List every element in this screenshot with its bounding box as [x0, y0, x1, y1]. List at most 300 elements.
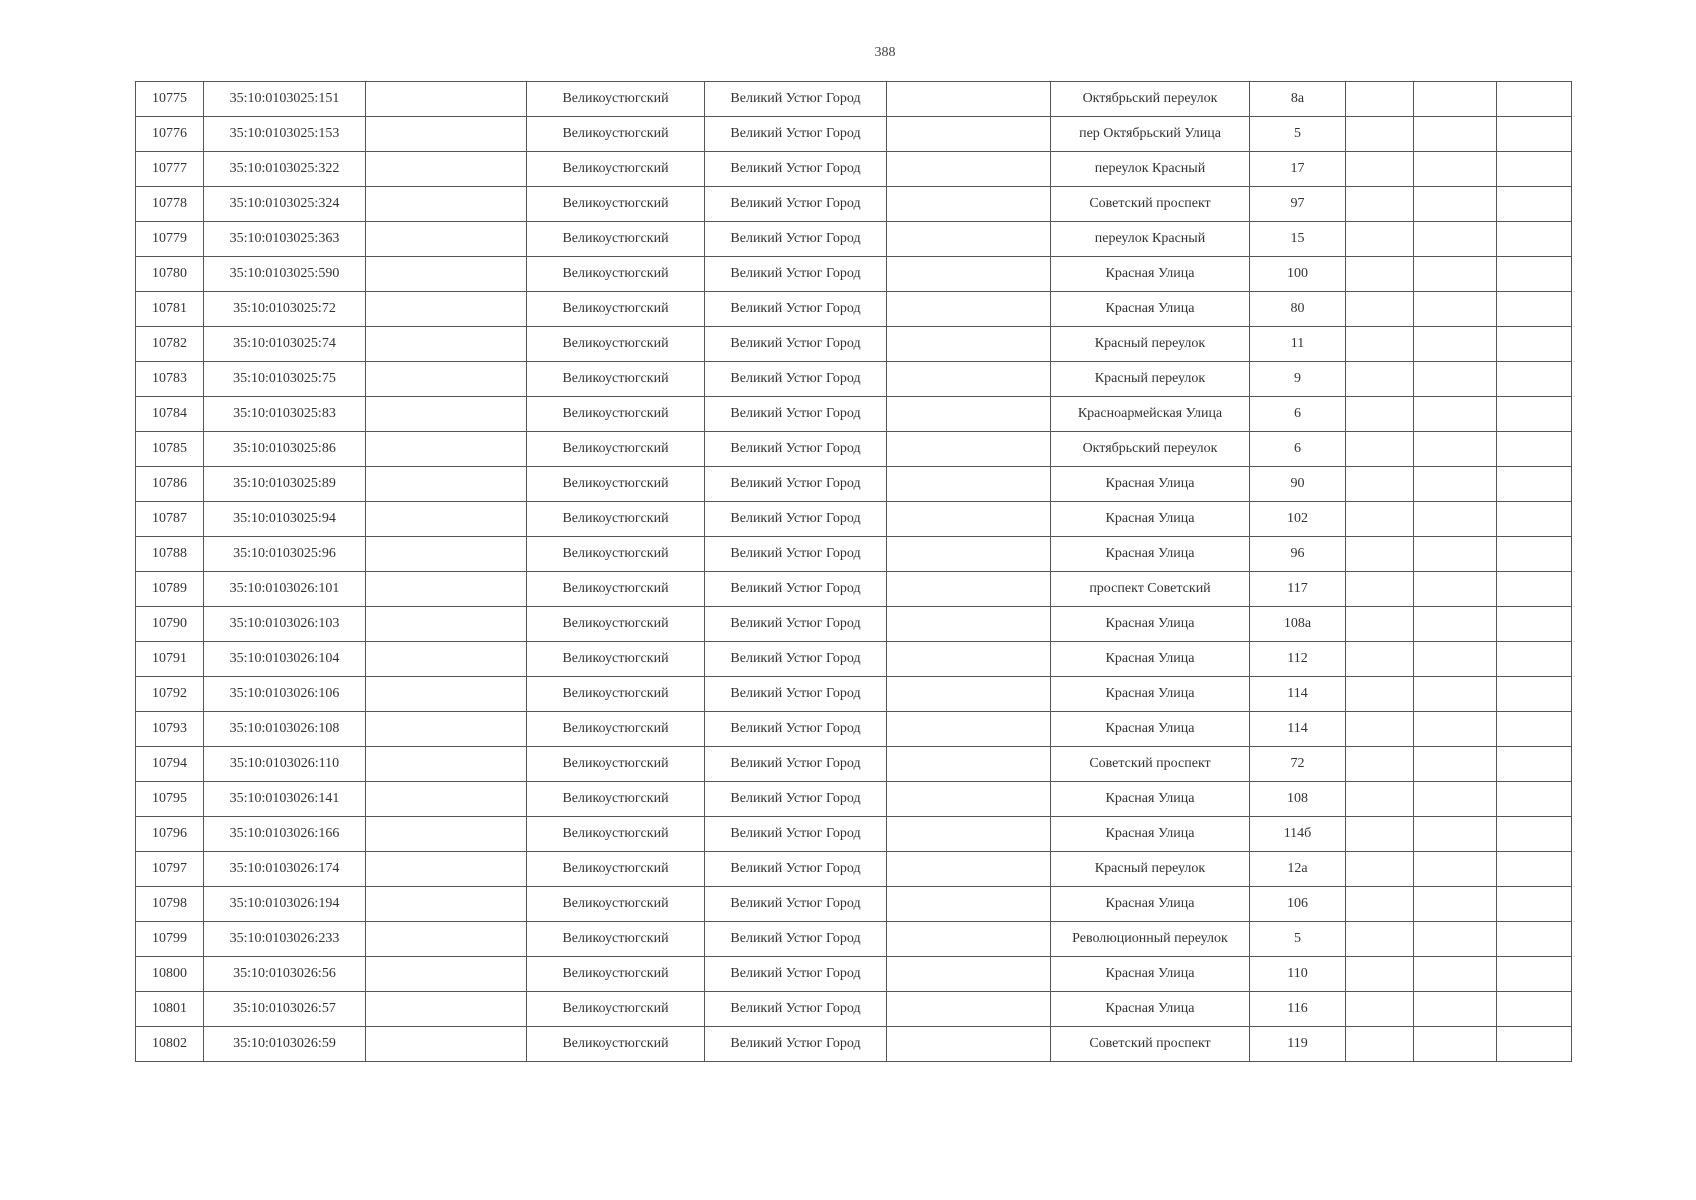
empty-cell [1497, 187, 1572, 222]
record-number-cell: 10780 [136, 257, 204, 292]
empty-cell [887, 537, 1051, 572]
house-number-cell: 97 [1250, 187, 1346, 222]
empty-cell [1346, 327, 1414, 362]
empty-cell [366, 817, 527, 852]
district-cell: Великоустюгский [527, 712, 705, 747]
locality-cell: Великий Устюг Город [705, 572, 887, 607]
house-number-cell: 5 [1250, 117, 1346, 152]
empty-cell [887, 117, 1051, 152]
empty-cell [1346, 712, 1414, 747]
district-cell: Великоустюгский [527, 992, 705, 1027]
street-cell: переулок Красный [1051, 152, 1250, 187]
house-number-cell: 80 [1250, 292, 1346, 327]
empty-cell [1497, 607, 1572, 642]
table-row [136, 362, 1572, 397]
empty-cell [366, 327, 527, 362]
house-number-cell: 108а [1250, 607, 1346, 642]
empty-cell [1346, 537, 1414, 572]
street-cell: Красная Улица [1051, 467, 1250, 502]
cadastral-number-cell: 35:10:0103025:151 [204, 82, 366, 117]
empty-cell [1414, 782, 1497, 817]
district-cell: Великоустюгский [527, 187, 705, 222]
empty-cell [1414, 257, 1497, 292]
table-row [136, 327, 1572, 362]
locality-cell: Великий Устюг Город [705, 922, 887, 957]
record-number-cell: 10798 [136, 887, 204, 922]
empty-cell [1346, 992, 1414, 1027]
locality-cell: Великий Устюг Город [705, 327, 887, 362]
empty-cell [1414, 292, 1497, 327]
empty-cell [1346, 222, 1414, 257]
empty-cell [1497, 677, 1572, 712]
empty-cell [366, 117, 527, 152]
locality-cell: Великий Устюг Город [705, 117, 887, 152]
house-number-cell: 114б [1250, 817, 1346, 852]
empty-cell [887, 817, 1051, 852]
locality-cell: Великий Устюг Город [705, 397, 887, 432]
district-cell: Великоустюгский [527, 117, 705, 152]
cadastral-number-cell: 35:10:0103026:108 [204, 712, 366, 747]
table-row [136, 852, 1572, 887]
street-cell: Советский проспект [1051, 1027, 1250, 1062]
locality-cell: Великий Устюг Город [705, 502, 887, 537]
empty-cell [1497, 572, 1572, 607]
street-cell: Красный переулок [1051, 852, 1250, 887]
empty-cell [1414, 607, 1497, 642]
empty-cell [366, 642, 527, 677]
empty-cell [1497, 747, 1572, 782]
cadastral-number-cell: 35:10:0103026:174 [204, 852, 366, 887]
empty-cell [1414, 327, 1497, 362]
empty-cell [1497, 292, 1572, 327]
empty-cell [1346, 607, 1414, 642]
district-cell: Великоустюгский [527, 887, 705, 922]
house-number-cell: 100 [1250, 257, 1346, 292]
district-cell: Великоустюгский [527, 397, 705, 432]
street-cell: пер Октябрьский Улица [1051, 117, 1250, 152]
empty-cell [887, 992, 1051, 1027]
house-number-cell: 11 [1250, 327, 1346, 362]
empty-cell [1414, 992, 1497, 1027]
locality-cell: Великий Устюг Город [705, 782, 887, 817]
locality-cell: Великий Устюг Город [705, 1027, 887, 1062]
empty-cell [887, 607, 1051, 642]
house-number-cell: 106 [1250, 887, 1346, 922]
street-cell: Красная Улица [1051, 642, 1250, 677]
record-number-cell: 10799 [136, 922, 204, 957]
locality-cell: Великий Устюг Город [705, 887, 887, 922]
record-number-cell: 10802 [136, 1027, 204, 1062]
street-cell: Октябрьский переулок [1051, 82, 1250, 117]
house-number-cell: 15 [1250, 222, 1346, 257]
record-number-cell: 10789 [136, 572, 204, 607]
locality-cell: Великий Устюг Город [705, 607, 887, 642]
empty-cell [366, 537, 527, 572]
record-number-cell: 10801 [136, 992, 204, 1027]
empty-cell [1497, 257, 1572, 292]
table-row [136, 502, 1572, 537]
empty-cell [1414, 502, 1497, 537]
empty-cell [1346, 187, 1414, 222]
empty-cell [887, 852, 1051, 887]
district-cell: Великоустюгский [527, 222, 705, 257]
empty-cell [1497, 152, 1572, 187]
table-row [136, 887, 1572, 922]
cadastral-number-cell: 35:10:0103026:104 [204, 642, 366, 677]
street-cell: Красная Улица [1051, 292, 1250, 327]
table-row [136, 747, 1572, 782]
empty-cell [1497, 117, 1572, 152]
empty-cell [1346, 887, 1414, 922]
record-number-cell: 10797 [136, 852, 204, 887]
empty-cell [1497, 642, 1572, 677]
record-number-cell: 10800 [136, 957, 204, 992]
cadastral-number-cell: 35:10:0103025:86 [204, 432, 366, 467]
cadastral-number-cell: 35:10:0103025:74 [204, 327, 366, 362]
district-cell: Великоустюгский [527, 607, 705, 642]
district-cell: Великоустюгский [527, 432, 705, 467]
empty-cell [1414, 1027, 1497, 1062]
empty-cell [1346, 82, 1414, 117]
house-number-cell: 5 [1250, 922, 1346, 957]
empty-cell [366, 922, 527, 957]
house-number-cell: 6 [1250, 397, 1346, 432]
house-number-cell: 6 [1250, 432, 1346, 467]
district-cell: Великоустюгский [527, 1027, 705, 1062]
cadastral-number-cell: 35:10:0103025:89 [204, 467, 366, 502]
record-number-cell: 10794 [136, 747, 204, 782]
empty-cell [366, 887, 527, 922]
empty-cell [1414, 537, 1497, 572]
empty-cell [1414, 82, 1497, 117]
empty-cell [1414, 117, 1497, 152]
district-cell: Великоустюгский [527, 572, 705, 607]
table-row [136, 432, 1572, 467]
record-number-cell: 10784 [136, 397, 204, 432]
empty-cell [887, 677, 1051, 712]
locality-cell: Великий Устюг Город [705, 677, 887, 712]
empty-cell [887, 222, 1051, 257]
district-cell: Великоустюгский [527, 467, 705, 502]
empty-cell [1346, 432, 1414, 467]
empty-cell [1346, 502, 1414, 537]
street-cell: Красная Улица [1051, 677, 1250, 712]
cadastral-number-cell: 35:10:0103026:101 [204, 572, 366, 607]
empty-cell [366, 957, 527, 992]
empty-cell [1346, 257, 1414, 292]
empty-cell [887, 1027, 1051, 1062]
locality-cell: Великий Устюг Город [705, 817, 887, 852]
locality-cell: Великий Устюг Город [705, 362, 887, 397]
street-cell: Красная Улица [1051, 887, 1250, 922]
locality-cell: Великий Устюг Город [705, 152, 887, 187]
locality-cell: Великий Устюг Город [705, 82, 887, 117]
empty-cell [1497, 817, 1572, 852]
table-row [136, 992, 1572, 1027]
locality-cell: Великий Устюг Город [705, 992, 887, 1027]
record-number-cell: 10783 [136, 362, 204, 397]
empty-cell [366, 677, 527, 712]
street-cell: Красная Улица [1051, 817, 1250, 852]
locality-cell: Великий Устюг Город [705, 537, 887, 572]
empty-cell [887, 712, 1051, 747]
table-row [136, 397, 1572, 432]
cadastral-number-cell: 35:10:0103026:103 [204, 607, 366, 642]
empty-cell [887, 257, 1051, 292]
street-cell: Красная Улица [1051, 257, 1250, 292]
district-cell: Великоустюгский [527, 327, 705, 362]
locality-cell: Великий Устюг Город [705, 642, 887, 677]
empty-cell [887, 82, 1051, 117]
street-cell: Красная Улица [1051, 782, 1250, 817]
house-number-cell: 9 [1250, 362, 1346, 397]
street-cell: Советский проспект [1051, 187, 1250, 222]
empty-cell [1414, 922, 1497, 957]
table-row [136, 572, 1572, 607]
locality-cell: Великий Устюг Город [705, 257, 887, 292]
record-number-cell: 10786 [136, 467, 204, 502]
empty-cell [1497, 537, 1572, 572]
house-number-cell: 90 [1250, 467, 1346, 502]
district-cell: Великоустюгский [527, 957, 705, 992]
cadastral-number-cell: 35:10:0103025:94 [204, 502, 366, 537]
empty-cell [366, 1027, 527, 1062]
empty-cell [1346, 152, 1414, 187]
empty-cell [1414, 432, 1497, 467]
empty-cell [366, 397, 527, 432]
empty-cell [1497, 222, 1572, 257]
cadastral-number-cell: 35:10:0103025:96 [204, 537, 366, 572]
empty-cell [887, 432, 1051, 467]
empty-cell [1414, 362, 1497, 397]
empty-cell [1414, 957, 1497, 992]
cadastral-number-cell: 35:10:0103026:106 [204, 677, 366, 712]
house-number-cell: 114 [1250, 677, 1346, 712]
empty-cell [1414, 852, 1497, 887]
district-cell: Великоустюгский [527, 502, 705, 537]
table-row [136, 187, 1572, 222]
empty-cell [1346, 782, 1414, 817]
empty-cell [366, 257, 527, 292]
locality-cell: Великий Устюг Город [705, 222, 887, 257]
cadastral-number-cell: 35:10:0103025:322 [204, 152, 366, 187]
cadastral-number-cell: 35:10:0103026:194 [204, 887, 366, 922]
table-row [136, 607, 1572, 642]
table-row [136, 817, 1572, 852]
district-cell: Великоустюгский [527, 82, 705, 117]
district-cell: Великоустюгский [527, 817, 705, 852]
empty-cell [1497, 712, 1572, 747]
empty-cell [1497, 887, 1572, 922]
table-row [136, 1027, 1572, 1062]
table-row [136, 537, 1572, 572]
empty-cell [1346, 397, 1414, 432]
street-cell: Красная Улица [1051, 607, 1250, 642]
empty-cell [887, 572, 1051, 607]
empty-cell [1497, 362, 1572, 397]
district-cell: Великоустюгский [527, 537, 705, 572]
district-cell: Великоустюгский [527, 152, 705, 187]
street-cell: Красная Улица [1051, 957, 1250, 992]
record-number-cell: 10791 [136, 642, 204, 677]
cadastral-number-cell: 35:10:0103025:324 [204, 187, 366, 222]
record-number-cell: 10787 [136, 502, 204, 537]
empty-cell [1414, 747, 1497, 782]
record-number-cell: 10796 [136, 817, 204, 852]
empty-cell [887, 362, 1051, 397]
locality-cell: Великий Устюг Город [705, 432, 887, 467]
empty-cell [366, 152, 527, 187]
record-number-cell: 10775 [136, 82, 204, 117]
empty-cell [1346, 117, 1414, 152]
empty-cell [887, 502, 1051, 537]
table-row [136, 222, 1572, 257]
district-cell: Великоустюгский [527, 362, 705, 397]
empty-cell [366, 187, 527, 222]
district-cell: Великоустюгский [527, 852, 705, 887]
empty-cell [366, 782, 527, 817]
table-body [136, 82, 1572, 1062]
empty-cell [887, 887, 1051, 922]
street-cell: переулок Красный [1051, 222, 1250, 257]
empty-cell [1414, 222, 1497, 257]
empty-cell [887, 327, 1051, 362]
empty-cell [1497, 1027, 1572, 1062]
empty-cell [1414, 642, 1497, 677]
empty-cell [1497, 432, 1572, 467]
street-cell: Советский проспект [1051, 747, 1250, 782]
house-number-cell: 119 [1250, 1027, 1346, 1062]
empty-cell [1346, 957, 1414, 992]
empty-cell [887, 782, 1051, 817]
record-number-cell: 10790 [136, 607, 204, 642]
record-number-cell: 10776 [136, 117, 204, 152]
district-cell: Великоустюгский [527, 292, 705, 327]
empty-cell [1346, 362, 1414, 397]
street-cell: проспект Советский [1051, 572, 1250, 607]
empty-cell [1414, 712, 1497, 747]
empty-cell [1346, 817, 1414, 852]
district-cell: Великоустюгский [527, 642, 705, 677]
empty-cell [1497, 852, 1572, 887]
empty-cell [1497, 397, 1572, 432]
empty-cell [1346, 642, 1414, 677]
empty-cell [1497, 82, 1572, 117]
locality-cell: Великий Устюг Город [705, 712, 887, 747]
house-number-cell: 96 [1250, 537, 1346, 572]
street-cell: Красная Улица [1051, 537, 1250, 572]
empty-cell [1497, 922, 1572, 957]
cadastral-number-cell: 35:10:0103025:83 [204, 397, 366, 432]
cadastral-number-cell: 35:10:0103025:72 [204, 292, 366, 327]
record-number-cell: 10792 [136, 677, 204, 712]
district-cell: Великоустюгский [527, 257, 705, 292]
empty-cell [366, 992, 527, 1027]
record-number-cell: 10779 [136, 222, 204, 257]
empty-cell [1346, 922, 1414, 957]
cadastral-number-cell: 35:10:0103025:75 [204, 362, 366, 397]
record-number-cell: 10778 [136, 187, 204, 222]
empty-cell [887, 642, 1051, 677]
empty-cell [887, 292, 1051, 327]
street-cell: Красная Улица [1051, 502, 1250, 537]
empty-cell [1414, 467, 1497, 502]
empty-cell [366, 747, 527, 782]
locality-cell: Великий Устюг Город [705, 187, 887, 222]
empty-cell [887, 467, 1051, 502]
empty-cell [366, 712, 527, 747]
cadastral-number-cell: 35:10:0103025:363 [204, 222, 366, 257]
house-number-cell: 12а [1250, 852, 1346, 887]
empty-cell [1497, 502, 1572, 537]
empty-cell [887, 397, 1051, 432]
table-row [136, 467, 1572, 502]
record-number-cell: 10777 [136, 152, 204, 187]
table-row [136, 117, 1572, 152]
table-row [136, 82, 1572, 117]
empty-cell [887, 187, 1051, 222]
empty-cell [366, 607, 527, 642]
house-number-cell: 72 [1250, 747, 1346, 782]
house-number-cell: 8а [1250, 82, 1346, 117]
record-number-cell: 10785 [136, 432, 204, 467]
street-cell: Красный переулок [1051, 327, 1250, 362]
registry-table [135, 81, 1572, 1062]
street-cell: Красная Улица [1051, 992, 1250, 1027]
empty-cell [366, 502, 527, 537]
locality-cell: Великий Устюг Город [705, 292, 887, 327]
empty-cell [366, 222, 527, 257]
empty-cell [1497, 782, 1572, 817]
empty-cell [366, 572, 527, 607]
locality-cell: Великий Устюг Город [705, 467, 887, 502]
street-cell: Красный переулок [1051, 362, 1250, 397]
empty-cell [887, 957, 1051, 992]
empty-cell [1414, 152, 1497, 187]
empty-cell [1346, 852, 1414, 887]
record-number-cell: 10788 [136, 537, 204, 572]
house-number-cell: 108 [1250, 782, 1346, 817]
cadastral-number-cell: 35:10:0103026:166 [204, 817, 366, 852]
record-number-cell: 10793 [136, 712, 204, 747]
table-row [136, 677, 1572, 712]
locality-cell: Великий Устюг Город [705, 957, 887, 992]
page-number: 388 [874, 45, 896, 60]
street-cell: Красная Улица [1051, 712, 1250, 747]
record-number-cell: 10782 [136, 327, 204, 362]
cadastral-number-cell: 35:10:0103025:153 [204, 117, 366, 152]
empty-cell [1346, 572, 1414, 607]
cadastral-number-cell: 35:10:0103026:56 [204, 957, 366, 992]
empty-cell [1346, 467, 1414, 502]
house-number-cell: 116 [1250, 992, 1346, 1027]
street-cell: Октябрьский переулок [1051, 432, 1250, 467]
table-row [136, 782, 1572, 817]
empty-cell [366, 362, 527, 397]
cadastral-number-cell: 35:10:0103026:110 [204, 747, 366, 782]
table-row [136, 642, 1572, 677]
empty-cell [1414, 187, 1497, 222]
house-number-cell: 17 [1250, 152, 1346, 187]
empty-cell [1497, 467, 1572, 502]
empty-cell [887, 922, 1051, 957]
empty-cell [1346, 747, 1414, 782]
empty-cell [366, 292, 527, 327]
empty-cell [366, 432, 527, 467]
house-number-cell: 117 [1250, 572, 1346, 607]
locality-cell: Великий Устюг Город [705, 747, 887, 782]
empty-cell [1414, 817, 1497, 852]
